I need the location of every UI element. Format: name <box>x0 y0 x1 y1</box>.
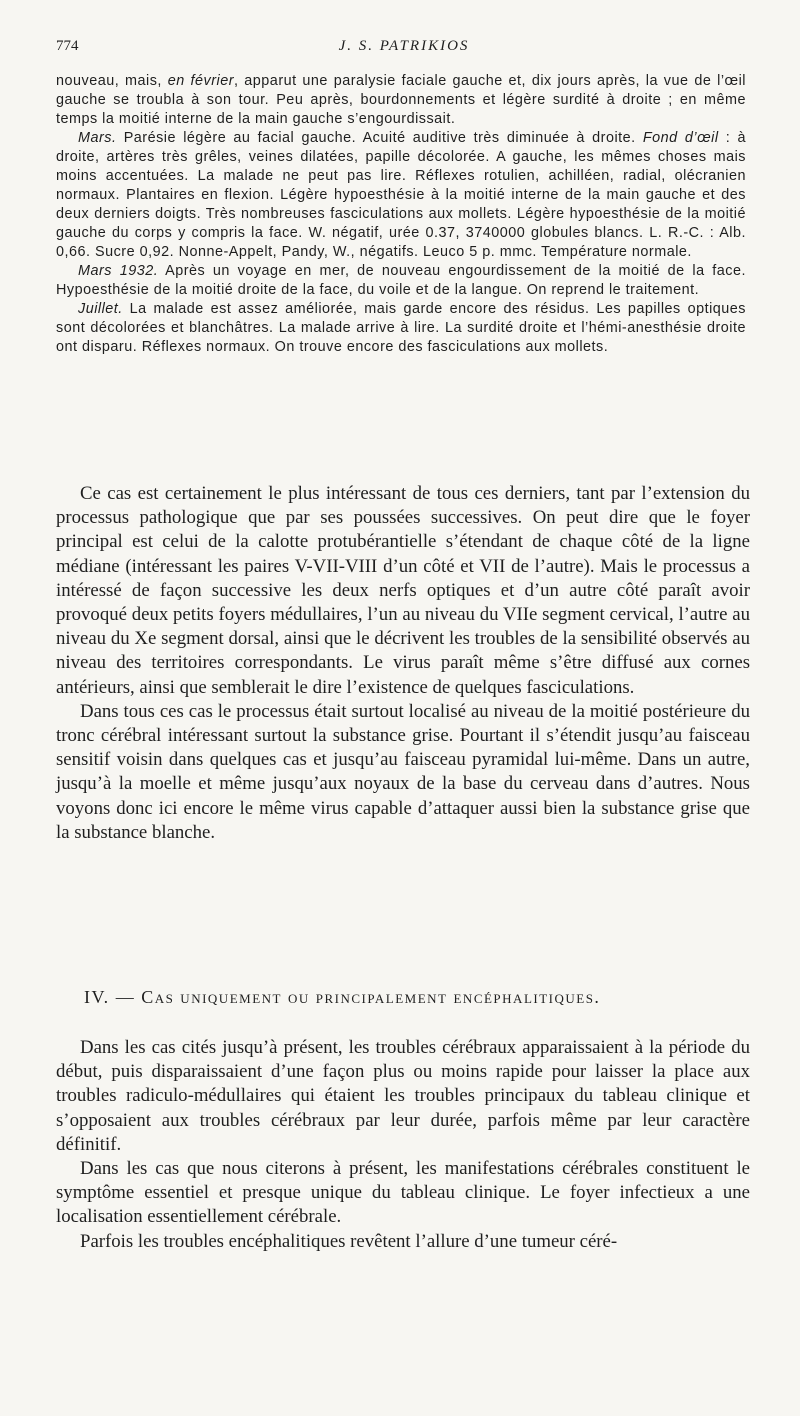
section-number: IV. <box>84 987 110 1007</box>
body-paragraph: Parfois les troubles encéphalitiques revêtent l’allure d’une tumeur céré- <box>80 1230 618 1252</box>
body-paragraph: Ce cas est certainement le plus intéressant de tous ces derniers, tant par l’extension du processus pathologique que par ses poussées successives. On peut dire que le foyer principal est celui de la calotte protubérantielle s’étendant de chaque côté de la ligne médiane (intéressant les paires V-VII-VIII d’un côté et VII de l’autre). Mais le processus a intéressé de façon successive les deux nerfs optiques et d’un autre côté paraît avoir provoqué deux petits foyers médullaires, l’un au niveau du VIIe segment cervical, l’autre au niveau du Xe segment dorsal, ainsi que le décrivent les troubles de la sensibilité observés au niveau des territoires correspondants. Le virus paraît même s’être diffusé aux cornes antérieurs, ainsi que semblerait le dire l’existence de quelques fasciculations. <box>56 483 750 698</box>
body-paragraph: Dans les cas cités jusqu’à présent, les troubles cérébraux apparaissaient à la période du début, puis disparaissaient d’une façon plus ou moins rapide pour laisser la place aux troubles radiculo-médullaires qui étaient les troubles principaux du tableau clinique et s’opposaient aux troubles cérébraux par leur durée, parfois même par leur caractère définitif. <box>56 1037 750 1155</box>
discussion-text <box>56 482 750 845</box>
case-note-paragraph: Juillet. La malade est assez améliorée, mais garde encore des résidus. Les papilles optiques sont décolorées et blanchâtres. La malade arrive à lire. La surdité droite et l’hémi-anesthésie droite ont disparu. Réflexes normaux. On trouve encore des fasciculations aux mollets. <box>56 301 746 355</box>
case-note-paragraph: Mars 1932. Après un voyage en mer, de nouveau engourdissement de la moitié de la face. Hypoesthésie de la moitié droite de la face, du voile et de la langue. On reprend le traitement. <box>56 263 746 298</box>
running-head: J. S. PATRIKIOS <box>338 38 470 54</box>
case-notes <box>56 72 746 357</box>
section-title: Cas uniquement ou principalement encéphalitiques. <box>141 987 601 1007</box>
body-paragraph: Dans tous ces cas le processus était surtout localisé au niveau de la moitié postérieure du tronc cérébral intéressant surtout la substance grise. Pourtant il s’étendit jusqu’au faisceau sensitif voisin dans quelques cas et jusqu’au faisceau pyramidal lui-même. Dans un autre, jusqu’à la moelle et même jusqu’aux noyaux de la base du cerveau dans d’autres. Nous voyons donc ici encore le même virus capable d’attaquer aussi bien la substance grise que la substance blanche. <box>56 700 750 843</box>
case-note-paragraph: nouveau, mais, en février, apparut une paralysie faciale gauche et, dix jours après, la vue de l’œil gauche se troubla à son tour. Peu après, bourdonnements et légère surdité à droite ; en même temps la moitié interne de la main gauche s’engourdissait. <box>56 73 746 127</box>
body-paragraph: Dans les cas que nous citerons à présent, les manifestations cérébrales constituent le symptôme essentiel et presque unique du tableau clinique. Le foyer infectieux a une localisation essentiellement cérébrale. <box>56 1158 750 1228</box>
section-dash: — <box>115 987 136 1007</box>
section-heading <box>84 987 744 1008</box>
page-header <box>56 38 752 62</box>
section-body-text <box>56 1036 750 1254</box>
page-number: 774 <box>56 38 79 54</box>
case-note-paragraph: Mars. Parésie légère au facial gauche. Acuité auditive très diminuée à droite. Fond d’œil : à droite, artères très grêles, veines dilatées, papille décolorée. A gauche, les mêmes choses mais moins accentuées. La malade ne peut pas lire. Réflexes rotulien, achilléen, radial, olécranien normaux. Plantaires en flexion. Légère hypoesthésie à la moitié interne de la main gauche et des deux derniers doigts. Très nombreuses fasciculations aux mollets. Légère hypoesthésie de la moitié gauche du corps y compris la face. W. négatif, urée 0.37, 3740000 globules blancs. L. R.-C. : Alb. 0,66. Sucre 0,92. Nonne-Appelt, Pandy, W., négatifs. Leuco 5 p. mmc. Température normale. <box>56 130 747 260</box>
